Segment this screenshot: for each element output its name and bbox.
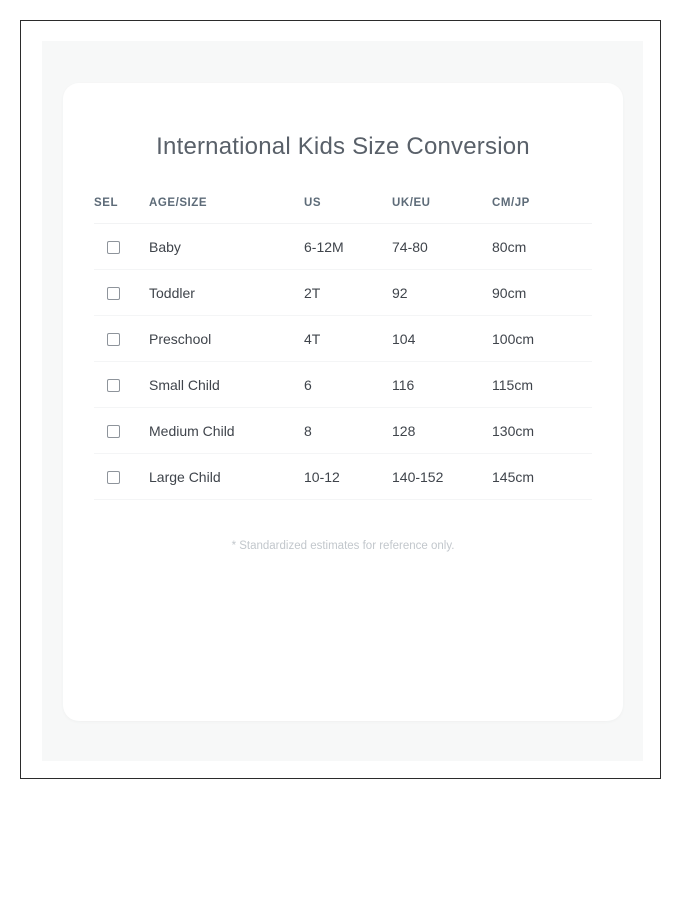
cell-us-size: 6 [304, 362, 392, 408]
row-select-checkbox[interactable] [107, 287, 120, 300]
column-header-cmjp: CM/JP [492, 196, 592, 224]
content-panel [42, 41, 643, 761]
table-header [94, 196, 592, 224]
row-select-cell[interactable] [94, 270, 149, 316]
size-conversion-card [63, 83, 623, 721]
cell-age-size: Medium Child [149, 408, 304, 454]
column-header-age: AGE/SIZE [149, 196, 304, 224]
table-row[interactable] [94, 362, 592, 408]
cell-us-size: 6-12M [304, 224, 392, 270]
cell-us-size: 8 [304, 408, 392, 454]
row-select-checkbox[interactable] [107, 471, 120, 484]
row-select-checkbox[interactable] [107, 425, 120, 438]
cell-cmjp-size: 115cm [492, 362, 592, 408]
cell-age-size: Large Child [149, 454, 304, 500]
cell-age-size: Preschool [149, 316, 304, 362]
row-select-checkbox[interactable] [107, 379, 120, 392]
column-header-ukeu: UK/EU [392, 196, 492, 224]
column-header-us: US [304, 196, 392, 224]
cell-cmjp-size: 145cm [492, 454, 592, 500]
cell-cmjp-size: 90cm [492, 270, 592, 316]
table-row[interactable] [94, 454, 592, 500]
table-header-row [94, 196, 592, 224]
table-row[interactable] [94, 224, 592, 270]
row-select-checkbox[interactable] [107, 333, 120, 346]
cell-age-size: Small Child [149, 362, 304, 408]
cell-us-size: 4T [304, 316, 392, 362]
column-header-sel: SEL [94, 196, 149, 224]
table-row[interactable] [94, 408, 592, 454]
cell-us-size: 10-12 [304, 454, 392, 500]
cell-cmjp-size: 100cm [492, 316, 592, 362]
cell-cmjp-size: 130cm [492, 408, 592, 454]
cell-ukeu-size: 140-152 [392, 454, 492, 500]
row-select-checkbox[interactable] [107, 241, 120, 254]
cell-age-size: Toddler [149, 270, 304, 316]
cell-us-size: 2T [304, 270, 392, 316]
table-body [94, 224, 592, 500]
table-footnote: * Standardized estimates for reference only. [231, 540, 455, 552]
cell-ukeu-size: 116 [392, 362, 492, 408]
page-title: International Kids Size Conversion [156, 133, 530, 160]
cell-ukeu-size: 104 [392, 316, 492, 362]
row-select-cell[interactable] [94, 316, 149, 362]
table-row[interactable] [94, 270, 592, 316]
cell-ukeu-size: 128 [392, 408, 492, 454]
cell-age-size: Baby [149, 224, 304, 270]
cell-ukeu-size: 92 [392, 270, 492, 316]
row-select-cell[interactable] [94, 408, 149, 454]
row-select-cell[interactable] [94, 362, 149, 408]
size-conversion-table [94, 196, 592, 500]
cell-cmjp-size: 80cm [492, 224, 592, 270]
page-frame [20, 20, 661, 779]
row-select-cell[interactable] [94, 454, 149, 500]
cell-ukeu-size: 74-80 [392, 224, 492, 270]
table-row[interactable] [94, 316, 592, 362]
row-select-cell[interactable] [94, 224, 149, 270]
